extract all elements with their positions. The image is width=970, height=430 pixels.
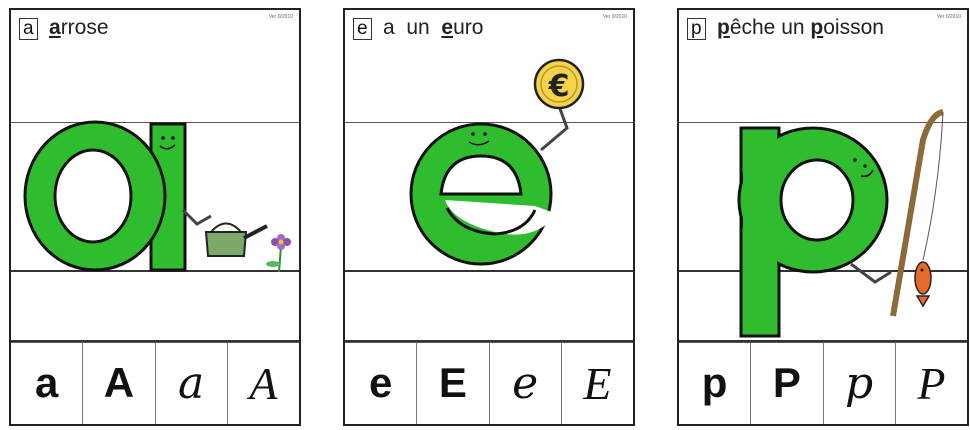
- letter-variants: [11, 340, 299, 424]
- watering-can-icon: [183, 210, 267, 256]
- variant-lowercase: p: [679, 342, 751, 424]
- caption-highlight: e: [441, 16, 454, 39]
- caption-text: êche un: [729, 16, 811, 39]
- letter-card-a: [9, 8, 301, 426]
- caption-text: uro: [453, 16, 484, 39]
- variant-uppercase: E: [417, 342, 489, 424]
- caption-highlight: a: [49, 16, 61, 39]
- letter-card-p: [677, 8, 969, 426]
- variant-uppercase: A: [83, 342, 155, 424]
- caption-text: rrose: [60, 16, 109, 39]
- arm-icon: [541, 106, 567, 150]
- caption-highlight: p: [810, 16, 824, 39]
- variant-cursive-lowercase: a: [156, 342, 228, 424]
- big-letter-p: [739, 128, 887, 336]
- flower-icon: [266, 234, 291, 272]
- caption-text: a un: [383, 16, 442, 39]
- variant-uppercase: P: [751, 342, 823, 424]
- version-note: Ver 0/2010: [936, 14, 961, 20]
- caption-highlight: p: [717, 16, 730, 39]
- euro-symbol: €: [548, 69, 570, 104]
- lead-letter: e: [353, 18, 372, 40]
- variant-cursive-uppercase: P: [917, 357, 946, 409]
- variant-lowercase: e: [345, 342, 417, 424]
- version-note: Ver 0/2010: [268, 14, 293, 20]
- letter-variants: [679, 340, 967, 424]
- variant-cursive-lowercase: e: [490, 342, 562, 424]
- euro-coin-icon: [535, 60, 583, 108]
- version-note: Ver 0/2010: [602, 14, 627, 20]
- fish-icon: [915, 262, 931, 306]
- variant-lowercase: a: [11, 342, 83, 424]
- letter-variants: [345, 340, 633, 424]
- variant-cursive-uppercase: A: [249, 357, 278, 409]
- big-letter-e: [411, 124, 557, 264]
- lead-letter: p: [687, 18, 706, 40]
- lead-letter: a: [19, 18, 38, 40]
- variant-cursive-uppercase: E: [583, 357, 612, 409]
- caption-text: oisson: [823, 16, 884, 39]
- variant-cursive-lowercase: p: [824, 342, 896, 424]
- arm-icon: [851, 264, 891, 282]
- big-letter-a: [25, 122, 185, 270]
- letter-card-e: [343, 8, 635, 426]
